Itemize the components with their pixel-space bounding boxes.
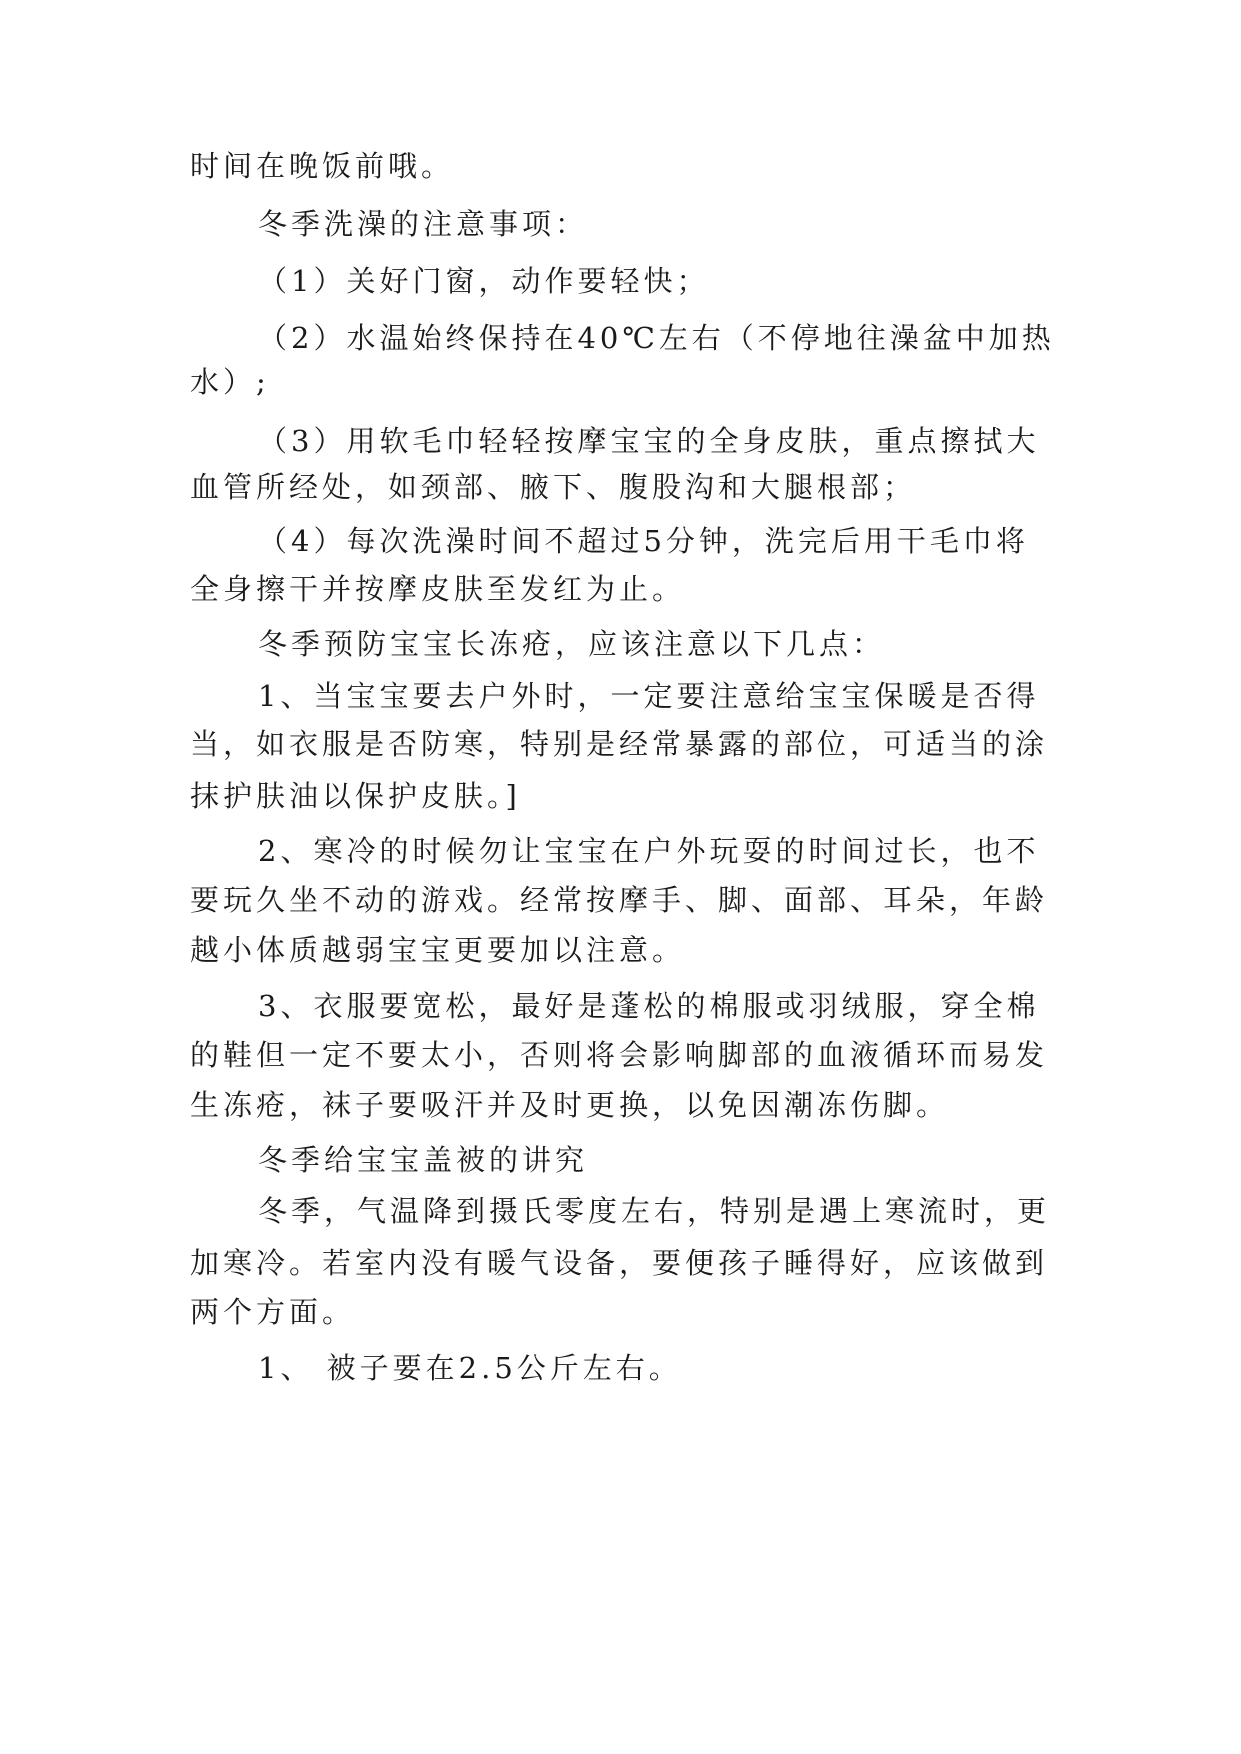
text-line: 水）; (190, 365, 270, 399)
text-line: 时间在晚饭前哦。 (190, 149, 455, 183)
text-line: 两个方面。 (190, 1295, 356, 1329)
text-line: 血管所经处，如颈部、腋下、腹股沟和大腿根部； (190, 470, 917, 504)
text-line: 全身擦干并按摩皮肤至发红为止。 (190, 572, 686, 606)
text-line: 加寒冷。若室内没有暖气设备，要便孩子睡得好，应该做到 (190, 1246, 1049, 1280)
text-line: 2、寒冷的时候勿让宝宝在户外玩耍的时间过长，也不 (258, 834, 1040, 868)
text-line: 当，如衣服是否防寒，特别是经常暴露的部位，可适当的涂 (190, 727, 1049, 761)
section-heading: 冬季给宝宝盖被的讲究 (258, 1143, 589, 1177)
text-line: 的鞋但一定不要太小，否则将会影响脚部的血液循环而易发 (190, 1038, 1049, 1072)
text-line: 3、衣服要宽松，最好是蓬松的棉服或羽绒服，穿全棉 (258, 989, 1040, 1023)
section-heading: 冬季洗澡的注意事项： (258, 207, 589, 241)
text-line: 要玩久坐不动的游戏。经常按摩手、脚、面部、耳朵，年龄 (190, 883, 1049, 917)
text-line: 1、当宝宝要去户外时，一定要注意给宝宝保暖是否得 (258, 679, 1040, 713)
text-line: 越小体质越弱宝宝更要加以注意。 (190, 933, 686, 967)
text-line: 冬季，气温降到摄氏零度左右，特别是遇上寒流时，更 (258, 1194, 1051, 1228)
text-line: 1、 被子要在2.5公斤左右。 (258, 1351, 682, 1385)
section-heading: 冬季预防宝宝长冻疮，应该注意以下几点： (258, 627, 886, 661)
text-line: （1）关好门窗，动作要轻快； (258, 264, 710, 298)
text-line: 生冻疮，袜子要吸汗并及时更换，以免因潮冻伤脚。 (190, 1088, 950, 1122)
text-line: （4）每次洗澡时间不超过5分钟，洗完后用干毛巾将 (258, 524, 1029, 558)
text-line: （2）水温始终保持在40℃左右（不停地往澡盆中加热 (258, 321, 1055, 355)
text-line: （3）用软毛巾轻轻按摩宝宝的全身皮肤，重点擦拭大 (258, 424, 1040, 458)
text-line: 抹护肤油以保护皮肤。] (190, 779, 521, 813)
